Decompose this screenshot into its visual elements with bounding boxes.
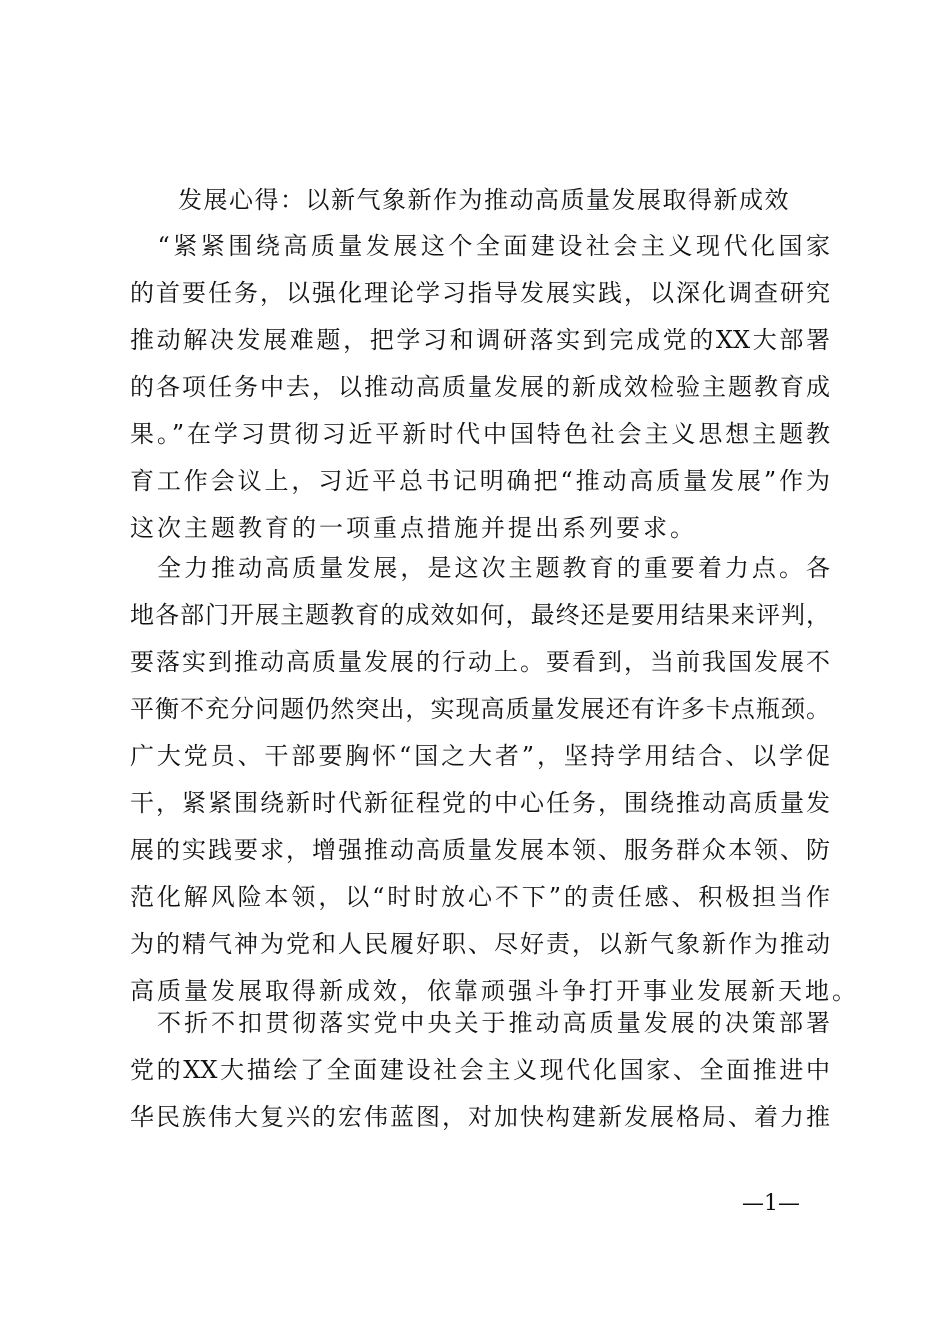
paragraph-line: 全力推动高质量发展，是这次主题教育的重要着力点。各 xyxy=(130,554,830,582)
paragraph-line: 的首要任务，以强化理论学习指导发展实践，以深化调查研究 xyxy=(130,279,830,307)
paragraph-line: 地各部门开展主题教育的成效如何，最终还是要用结果来评判， xyxy=(130,601,830,629)
paragraph-2 xyxy=(130,545,859,1015)
paragraph-line: 广大党员、干部要胸怀“国之大者”，坚持学用结合、以学促 xyxy=(130,742,830,770)
paragraph-3 xyxy=(130,1000,830,1141)
paragraph-line: 高质量发展取得新成效，依靠顽强斗争打开事业发展新天地。 xyxy=(130,977,859,1005)
paragraph-1 xyxy=(130,223,830,552)
page-number: —1— xyxy=(742,1191,800,1216)
document-title: 发展心得：以新气象新作为推动高质量发展取得新成效 xyxy=(178,186,790,214)
paragraph-line: 为的精气神为党和人民履好职、尽好责，以新气象新作为推动 xyxy=(130,930,830,958)
paragraph-line: 果。”在学习贯彻习近平新时代中国特色社会主义思想主题教 xyxy=(130,420,830,448)
paragraph-line: “紧紧围绕高质量发展这个全面建设社会主义现代化国家 xyxy=(130,232,830,260)
paragraph-line: 这次主题教育的一项重点措施并提出系列要求。 xyxy=(130,514,697,542)
paragraph-line: 华民族伟大复兴的宏伟蓝图，对加快构建新发展格局、着力推 xyxy=(130,1103,830,1131)
paragraph-line: 推动解决发展难题，把学习和调研落实到完成党的XX大部署 xyxy=(130,326,830,354)
paragraph-line: 育工作会议上，习近平总书记明确把“推动高质量发展”作为 xyxy=(130,467,830,495)
paragraph-line: 不折不扣贯彻落实党中央关于推动高质量发展的决策部署 xyxy=(130,1009,830,1037)
paragraph-line: 平衡不充分问题仍然突出，实现高质量发展还有许多卡点瓶颈。 xyxy=(130,695,830,723)
paragraph-line: 范化解风险本领，以“时时放心不下”的责任感、积极担当作 xyxy=(130,883,830,911)
paragraph-line: 要落实到推动高质量发展的行动上。要看到，当前我国发展不 xyxy=(130,648,830,676)
paragraph-line: 的各项任务中去，以推动高质量发展的新成效检验主题教育成 xyxy=(130,373,830,401)
paragraph-line: 党的XX大描绘了全面建设社会主义现代化国家、全面推进中 xyxy=(130,1056,830,1084)
paragraph-line: 干，紧紧围绕新时代新征程党的中心任务，围绕推动高质量发 xyxy=(130,789,830,817)
paragraph-line: 展的实践要求，增强推动高质量发展本领、服务群众本领、防 xyxy=(130,836,830,864)
